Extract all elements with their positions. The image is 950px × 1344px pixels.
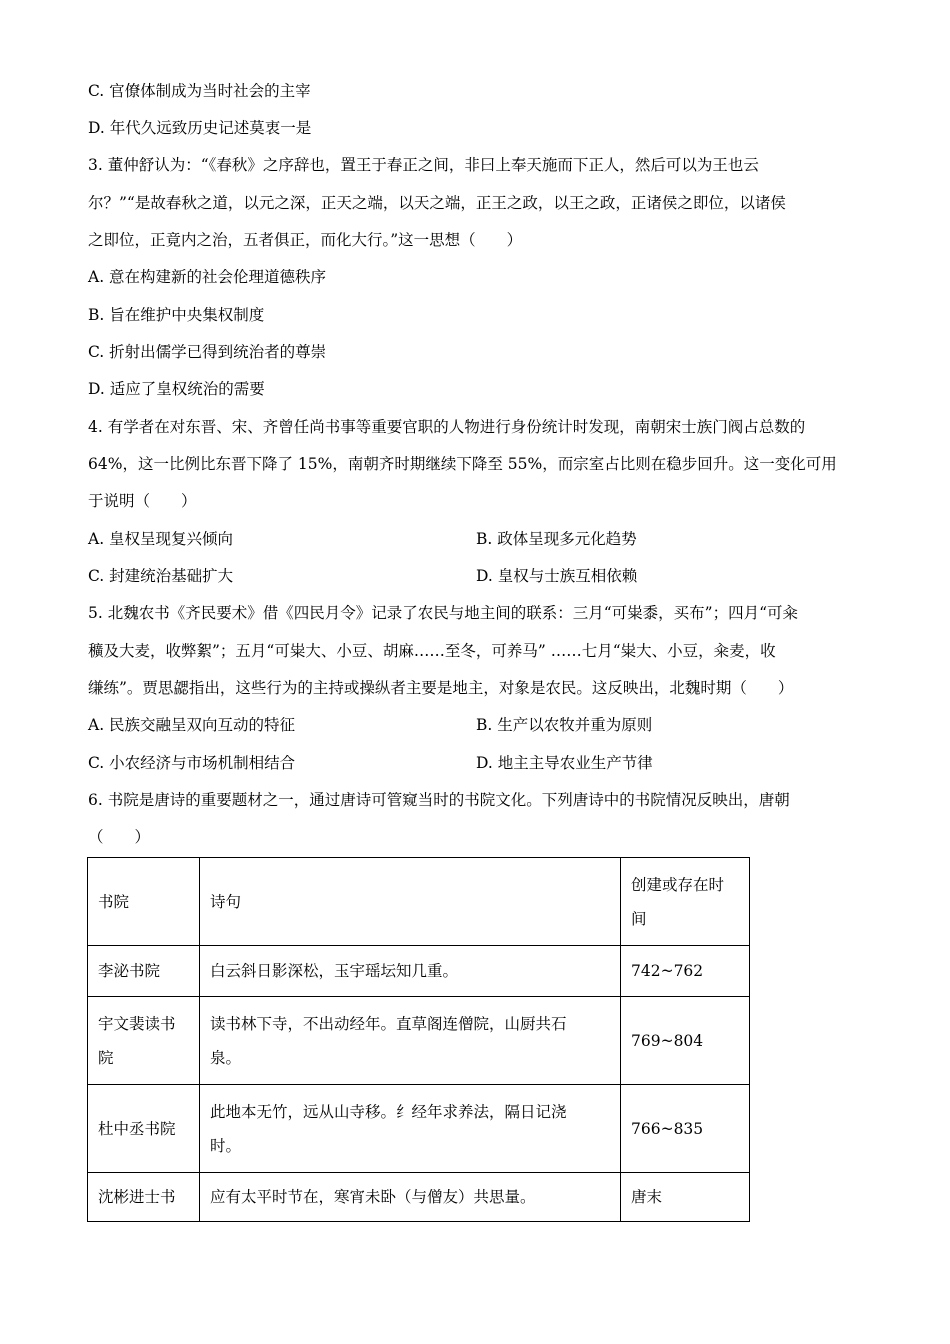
poem-text-cont: 时。 xyxy=(210,1136,242,1155)
question-6-stem-line-1: 6. 书院是唐诗的重要题材之一，通过唐诗可管窥当时的书院文化。下列唐诗中的书院情况反映出，唐朝 xyxy=(88,791,790,809)
option-q2-d: D. 年代久远致历史记述莫衷一是 xyxy=(88,119,312,137)
table-row xyxy=(88,997,750,1085)
poem-text: 白云斜日影深松，玉宇瑶坛知几重。 xyxy=(210,962,459,980)
poem-text: 此地本无竹，远从山寺移。纟经年求养法，隔日记浇 xyxy=(210,1102,567,1121)
question-5-stem-line-2: 穬及大麦，收弊絮”；五月“可粜大、小豆、胡麻……至冬，可养马” ……七月“粜大、小豆，籴麦，收 xyxy=(88,642,776,660)
poem-text: 应有太平时节在，寒宵未卧（与僧友）共思量。 xyxy=(210,1188,536,1206)
option-q4-a: A. 皇权呈现复兴倾向 xyxy=(88,530,234,548)
question-4-stem-line-1: 4. 有学者在对东晋、宋、齐曾任尚书事等重要官职的人物进行身份统计时发现，南朝宋士族门阀占总数的 xyxy=(88,418,806,436)
question-4-stem-line-3: 于说明（ ） xyxy=(88,492,197,510)
table-row xyxy=(88,946,750,997)
question-3-stem-line-1: 3. 董仲舒认为：“《春秋》之序辞也，置王于春正之间，非曰上奉天施而下正人，然后可以为王也云 xyxy=(88,156,759,174)
question-5-stem-line-1: 5. 北魏农书《齐民要术》借《四民月令》记录了农民与地主间的联系：三月“可粜黍，买布”；四月“可籴 xyxy=(88,604,798,622)
time-text: 唐末 xyxy=(631,1188,663,1206)
header-time xyxy=(621,858,750,946)
header-poem xyxy=(200,858,621,946)
poem-text: 读书林下寺，不出动经年。直草阁连僧院，山厨共石 xyxy=(210,1014,567,1033)
table-header-row xyxy=(88,858,750,946)
header-time-line-1: 创建或存在时 xyxy=(631,875,725,894)
row-poem xyxy=(200,1173,621,1222)
question-6-stem-line-2: （ ） xyxy=(88,828,151,846)
row-poem xyxy=(200,997,621,1085)
option-q3-c: C. 折射出儒学已得到统治者的尊崇 xyxy=(88,343,327,361)
row-academy xyxy=(88,1085,200,1173)
row-academy xyxy=(88,946,200,997)
option-q4-c: C. 封建统治基础扩大 xyxy=(88,567,234,585)
table-row xyxy=(88,1173,750,1222)
option-q2-c: C. 官僚体制成为当时社会的主宰 xyxy=(88,82,311,100)
time-text: 766~835 xyxy=(631,1119,704,1138)
time-text: 742~762 xyxy=(631,962,704,980)
option-q3-d: D. 适应了皇权统治的需要 xyxy=(88,380,265,398)
row-time xyxy=(621,1085,750,1173)
time-text: 769~804 xyxy=(631,1031,704,1050)
academy-name: 杜中丞书院 xyxy=(98,1119,176,1138)
academy-name: 李泌书院 xyxy=(98,962,161,980)
poem-text-cont: 泉。 xyxy=(210,1048,242,1067)
academy-name: 沈彬进士书 xyxy=(98,1188,176,1206)
question-5-stem-line-3: 缣练”。贾思勰指出，这些行为的主持或操纵者主要是地主，对象是农民。这反映出，北魏时期（ ） xyxy=(88,679,794,697)
row-academy xyxy=(88,1173,200,1222)
option-q5-c: C. 小农经济与市场机制相结合 xyxy=(88,754,296,772)
table-row xyxy=(88,1085,750,1173)
row-time xyxy=(621,946,750,997)
option-q5-d: D. 地主主导农业生产节律 xyxy=(476,754,653,772)
row-poem xyxy=(200,1085,621,1173)
option-q5-b: B. 生产以农牧并重为原则 xyxy=(476,716,653,734)
question-3-stem-line-3: 之即位，正竟内之治，五者俱正，而化大行。”这一思想（ ） xyxy=(88,231,523,249)
academy-poem-table xyxy=(87,857,750,1222)
row-poem xyxy=(200,946,621,997)
header-time-line-2: 间 xyxy=(631,909,647,928)
option-q4-b: B. 政体呈现多元化趋势 xyxy=(476,530,637,548)
row-time xyxy=(621,997,750,1085)
question-4-stem-line-2: 64%，这一比例比东晋下降了 15%，南朝齐时期继续下降至 55%，而宗室占比则在稳步回升。这一变化可用 xyxy=(88,455,837,473)
academy-name-cont: 院 xyxy=(98,1048,114,1067)
header-academy xyxy=(88,858,200,946)
row-time xyxy=(621,1173,750,1222)
academy-name: 宇文裴读书 xyxy=(98,1014,176,1033)
option-q3-a: A. 意在构建新的社会伦理道德秩序 xyxy=(88,268,327,286)
row-academy xyxy=(88,997,200,1085)
header-poem-text: 诗句 xyxy=(210,892,242,911)
question-3-stem-line-2: 尔？”“是故春秋之道，以元之深，正天之端，以天之端，正王之政，以王之政，正诸侯之即位，以诸侯 xyxy=(88,194,786,212)
option-q5-a: A. 民族交融呈双向互动的特征 xyxy=(88,716,296,734)
option-q4-d: D. 皇权与士族互相依赖 xyxy=(476,567,638,585)
header-academy-text: 书院 xyxy=(98,892,130,911)
option-q3-b: B. 旨在维护中央集权制度 xyxy=(88,306,265,324)
